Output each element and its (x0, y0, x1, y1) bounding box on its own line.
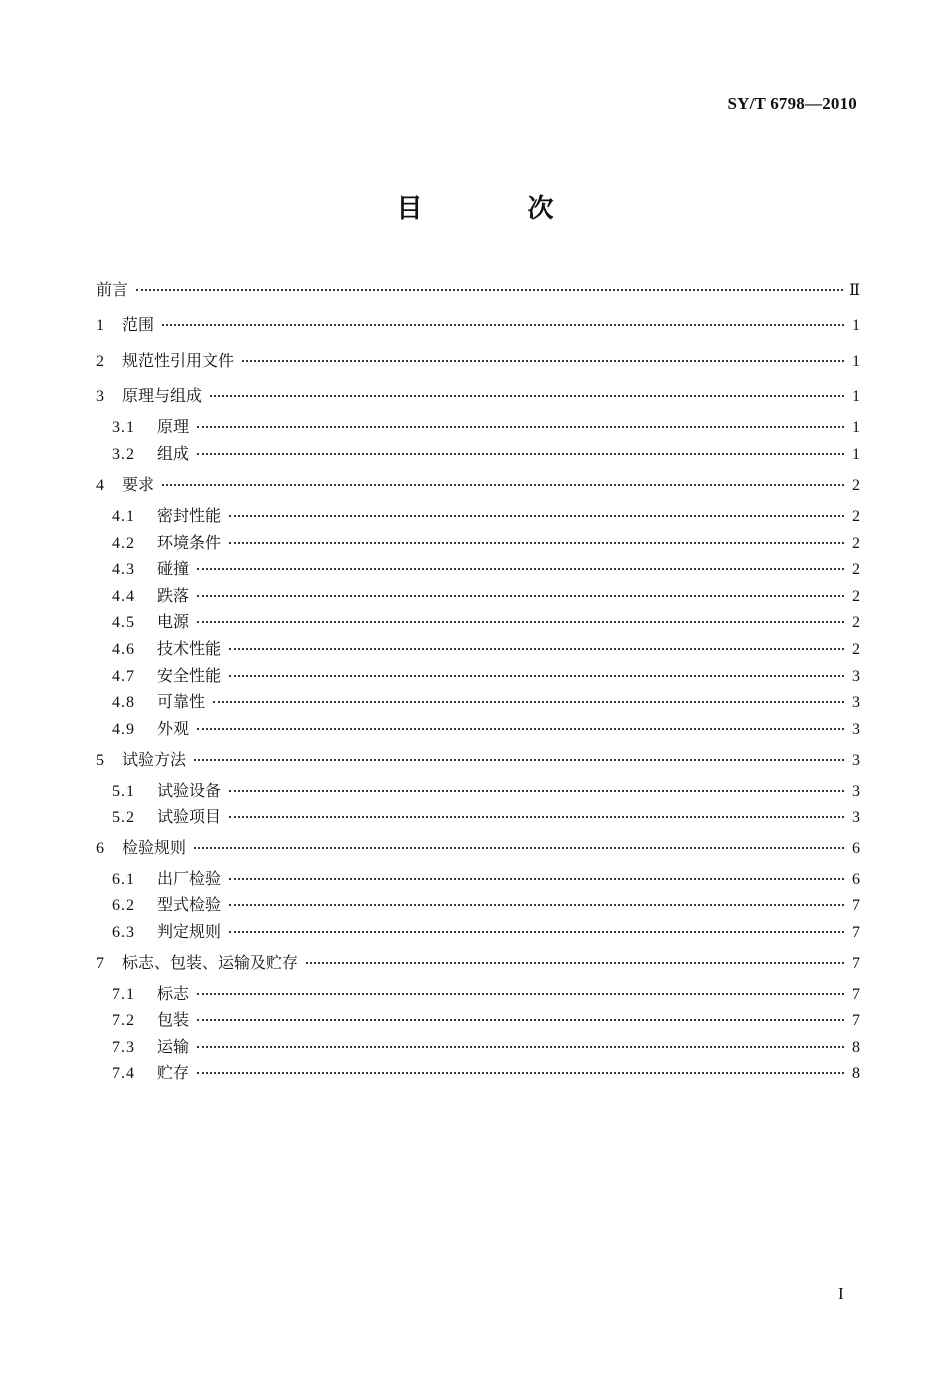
toc-entry-page: 2 (852, 614, 860, 631)
toc-entry-page: 1 (852, 419, 860, 436)
toc-leader-dots (194, 847, 844, 849)
toc-entry-label: 前言 (96, 280, 129, 299)
toc-entry-label: 密封性能 (157, 506, 222, 525)
toc-leader-dots (242, 360, 844, 362)
toc-leader-dots (197, 568, 844, 570)
toc-entry-page: 3 (852, 752, 860, 769)
toc-entry-label: 试验项目 (157, 807, 222, 826)
toc-leader-dots (197, 426, 844, 428)
toc-entry-number: 7.2 (112, 1012, 135, 1029)
toc-leader-dots (194, 759, 844, 761)
standard-code: SY/T 6798—2010 (727, 94, 857, 113)
toc-entry[interactable] (112, 868, 860, 890)
toc-entry-label: 要求 (122, 475, 155, 494)
toc-leader-dots (197, 1072, 844, 1074)
toc-entry-label: 标志 (157, 984, 190, 1003)
toc-entry[interactable] (112, 921, 860, 943)
toc-entry-number: 7.4 (112, 1065, 135, 1082)
toc-entry[interactable] (112, 780, 860, 802)
toc-entry-number: 4.1 (112, 508, 135, 525)
page-number: I (838, 1284, 844, 1303)
toc-entry-label: 范围 (122, 315, 155, 334)
toc-entry-page: 2 (852, 477, 860, 494)
toc-entry-page: 3 (852, 809, 860, 826)
toc-entry-number: 4.9 (112, 721, 135, 738)
toc-entry-label: 跌落 (157, 586, 190, 605)
toc-entry-label: 规范性引用文件 (122, 351, 235, 370)
toc-leader-dots (229, 515, 844, 517)
toc-entry-label: 标志、包装、运输及贮存 (122, 953, 299, 972)
toc-entry-number: 4.7 (112, 668, 135, 685)
toc-entry-page: 6 (852, 871, 860, 888)
toc-entry-page: 2 (852, 561, 860, 578)
toc-entry-label: 型式检验 (157, 895, 222, 914)
toc-leader-dots (213, 701, 844, 703)
toc-entry-number: 3.2 (112, 446, 135, 463)
toc-leader-dots (229, 816, 844, 818)
toc-entry-label: 试验方法 (122, 750, 187, 769)
toc-entry[interactable] (96, 749, 860, 771)
toc-entry-page: 7 (852, 897, 860, 914)
toc-entry-page: 6 (852, 840, 860, 857)
toc-leader-dots (229, 675, 844, 677)
toc-entry-number: 5.2 (112, 809, 135, 826)
toc-entry[interactable] (112, 718, 860, 740)
toc-entry-number: 1 (96, 317, 104, 334)
toc-entry-number: 4.3 (112, 561, 135, 578)
toc-entry[interactable] (112, 558, 860, 580)
page-title: 目 次 (396, 194, 602, 224)
toc-leader-dots (210, 395, 844, 397)
toc-entry-page: 7 (852, 1012, 860, 1029)
toc-entry-label: 出厂检验 (157, 869, 222, 888)
toc-leader-dots (162, 324, 844, 326)
toc-entry-label: 判定规则 (157, 922, 222, 941)
toc-entry-number: 4 (96, 477, 104, 494)
toc-entry-page: Ⅱ (849, 282, 860, 299)
toc-entry-number: 4.5 (112, 614, 135, 631)
toc-entry-number: 4.4 (112, 588, 135, 605)
toc-entry[interactable] (96, 314, 860, 336)
toc-leader-dots (229, 790, 844, 792)
toc-entry-label: 运输 (157, 1037, 190, 1056)
toc-entry-number: 4.2 (112, 535, 135, 552)
toc-entry[interactable] (112, 416, 860, 438)
toc-entry-label: 贮存 (157, 1063, 190, 1082)
toc-leader-dots (229, 931, 844, 933)
toc-entry[interactable] (112, 611, 860, 633)
toc-entry-label: 试验设备 (157, 781, 222, 800)
toc-entry[interactable] (112, 983, 860, 1005)
toc-leader-dots (229, 878, 844, 880)
toc-entry-label: 可靠性 (157, 692, 206, 711)
toc-entry-page: 2 (852, 641, 860, 658)
toc-entry-page: 3 (852, 694, 860, 711)
toc-entry-number: 3.1 (112, 419, 135, 436)
toc-entry-page: 2 (852, 588, 860, 605)
toc-entry[interactable] (96, 837, 860, 859)
toc-leader-dots (197, 993, 844, 995)
toc-entry-number: 4.8 (112, 694, 135, 711)
toc-entry-label: 碰撞 (157, 559, 190, 578)
toc-entry-label: 安全性能 (157, 666, 222, 685)
toc-entry[interactable] (112, 665, 860, 687)
toc-entry-page: 2 (852, 535, 860, 552)
toc-entry-number: 6.3 (112, 924, 135, 941)
toc-entry[interactable] (112, 1036, 860, 1058)
toc-entry-label: 原理 (157, 417, 190, 436)
toc-entry[interactable] (96, 385, 860, 407)
toc-leader-dots (197, 621, 844, 623)
toc-entry-page: 8 (852, 1039, 860, 1056)
toc-leader-dots (197, 595, 844, 597)
toc-entry-label: 外观 (157, 719, 190, 738)
toc-entry-label: 技术性能 (157, 639, 222, 658)
toc-entry-number: 2 (96, 353, 104, 370)
toc-entry-number: 4.6 (112, 641, 135, 658)
toc-entry-page: 2 (852, 508, 860, 525)
toc-entry[interactable] (112, 1062, 860, 1084)
toc-entry[interactable] (112, 532, 860, 554)
toc-entry-number: 7.1 (112, 986, 135, 1003)
toc-leader-dots (229, 542, 844, 544)
toc-entry-page: 7 (852, 986, 860, 1003)
toc-entry-page: 3 (852, 668, 860, 685)
toc-leader-dots (197, 453, 844, 455)
toc-entry-label: 包装 (157, 1010, 190, 1029)
toc-entry-page: 7 (852, 955, 860, 972)
toc-entry-page: 1 (852, 353, 860, 370)
toc-entry-page: 1 (852, 446, 860, 463)
toc-leader-dots (197, 1019, 844, 1021)
toc-entry[interactable] (112, 894, 860, 916)
toc-entry[interactable] (112, 1009, 860, 1031)
toc-entry-number: 3 (96, 388, 104, 405)
toc-entry-number: 5 (96, 752, 104, 769)
toc-entry-page: 1 (852, 388, 860, 405)
toc-entry-number: 6.2 (112, 897, 135, 914)
toc-entry-label: 电源 (157, 612, 190, 631)
toc-entry-number: 7 (96, 955, 104, 972)
toc-leader-dots (229, 904, 844, 906)
toc-entry[interactable] (112, 638, 860, 660)
toc-entry-number: 6 (96, 840, 104, 857)
toc-entry[interactable] (112, 806, 860, 828)
toc-entry[interactable] (112, 505, 860, 527)
toc-entry-page: 3 (852, 721, 860, 738)
toc-entry-label: 环境条件 (157, 533, 222, 552)
toc-entry-number: 7.3 (112, 1039, 135, 1056)
toc-leader-dots (197, 1046, 844, 1048)
toc-entry[interactable] (96, 350, 860, 372)
toc-entry-page: 3 (852, 783, 860, 800)
toc-entry-label: 检验规则 (122, 838, 187, 857)
toc-entry[interactable] (96, 279, 860, 301)
toc-leader-dots (136, 289, 843, 291)
toc-entry[interactable] (112, 585, 860, 607)
toc-entry-label: 组成 (157, 444, 190, 463)
toc-entry-page: 7 (852, 924, 860, 941)
toc-entry[interactable] (96, 474, 860, 496)
toc-leader-dots (197, 728, 844, 730)
toc-entry[interactable] (96, 952, 860, 974)
toc-entry[interactable] (112, 443, 860, 465)
toc-leader-dots (162, 484, 844, 486)
toc-entry-number: 5.1 (112, 783, 135, 800)
toc-entry-label: 原理与组成 (122, 386, 203, 405)
toc-leader-dots (306, 962, 844, 964)
toc-entry-page: 8 (852, 1065, 860, 1082)
toc-entry-number: 6.1 (112, 871, 135, 888)
toc-entry[interactable] (112, 691, 860, 713)
toc-entry-page: 1 (852, 317, 860, 334)
toc-leader-dots (229, 648, 844, 650)
